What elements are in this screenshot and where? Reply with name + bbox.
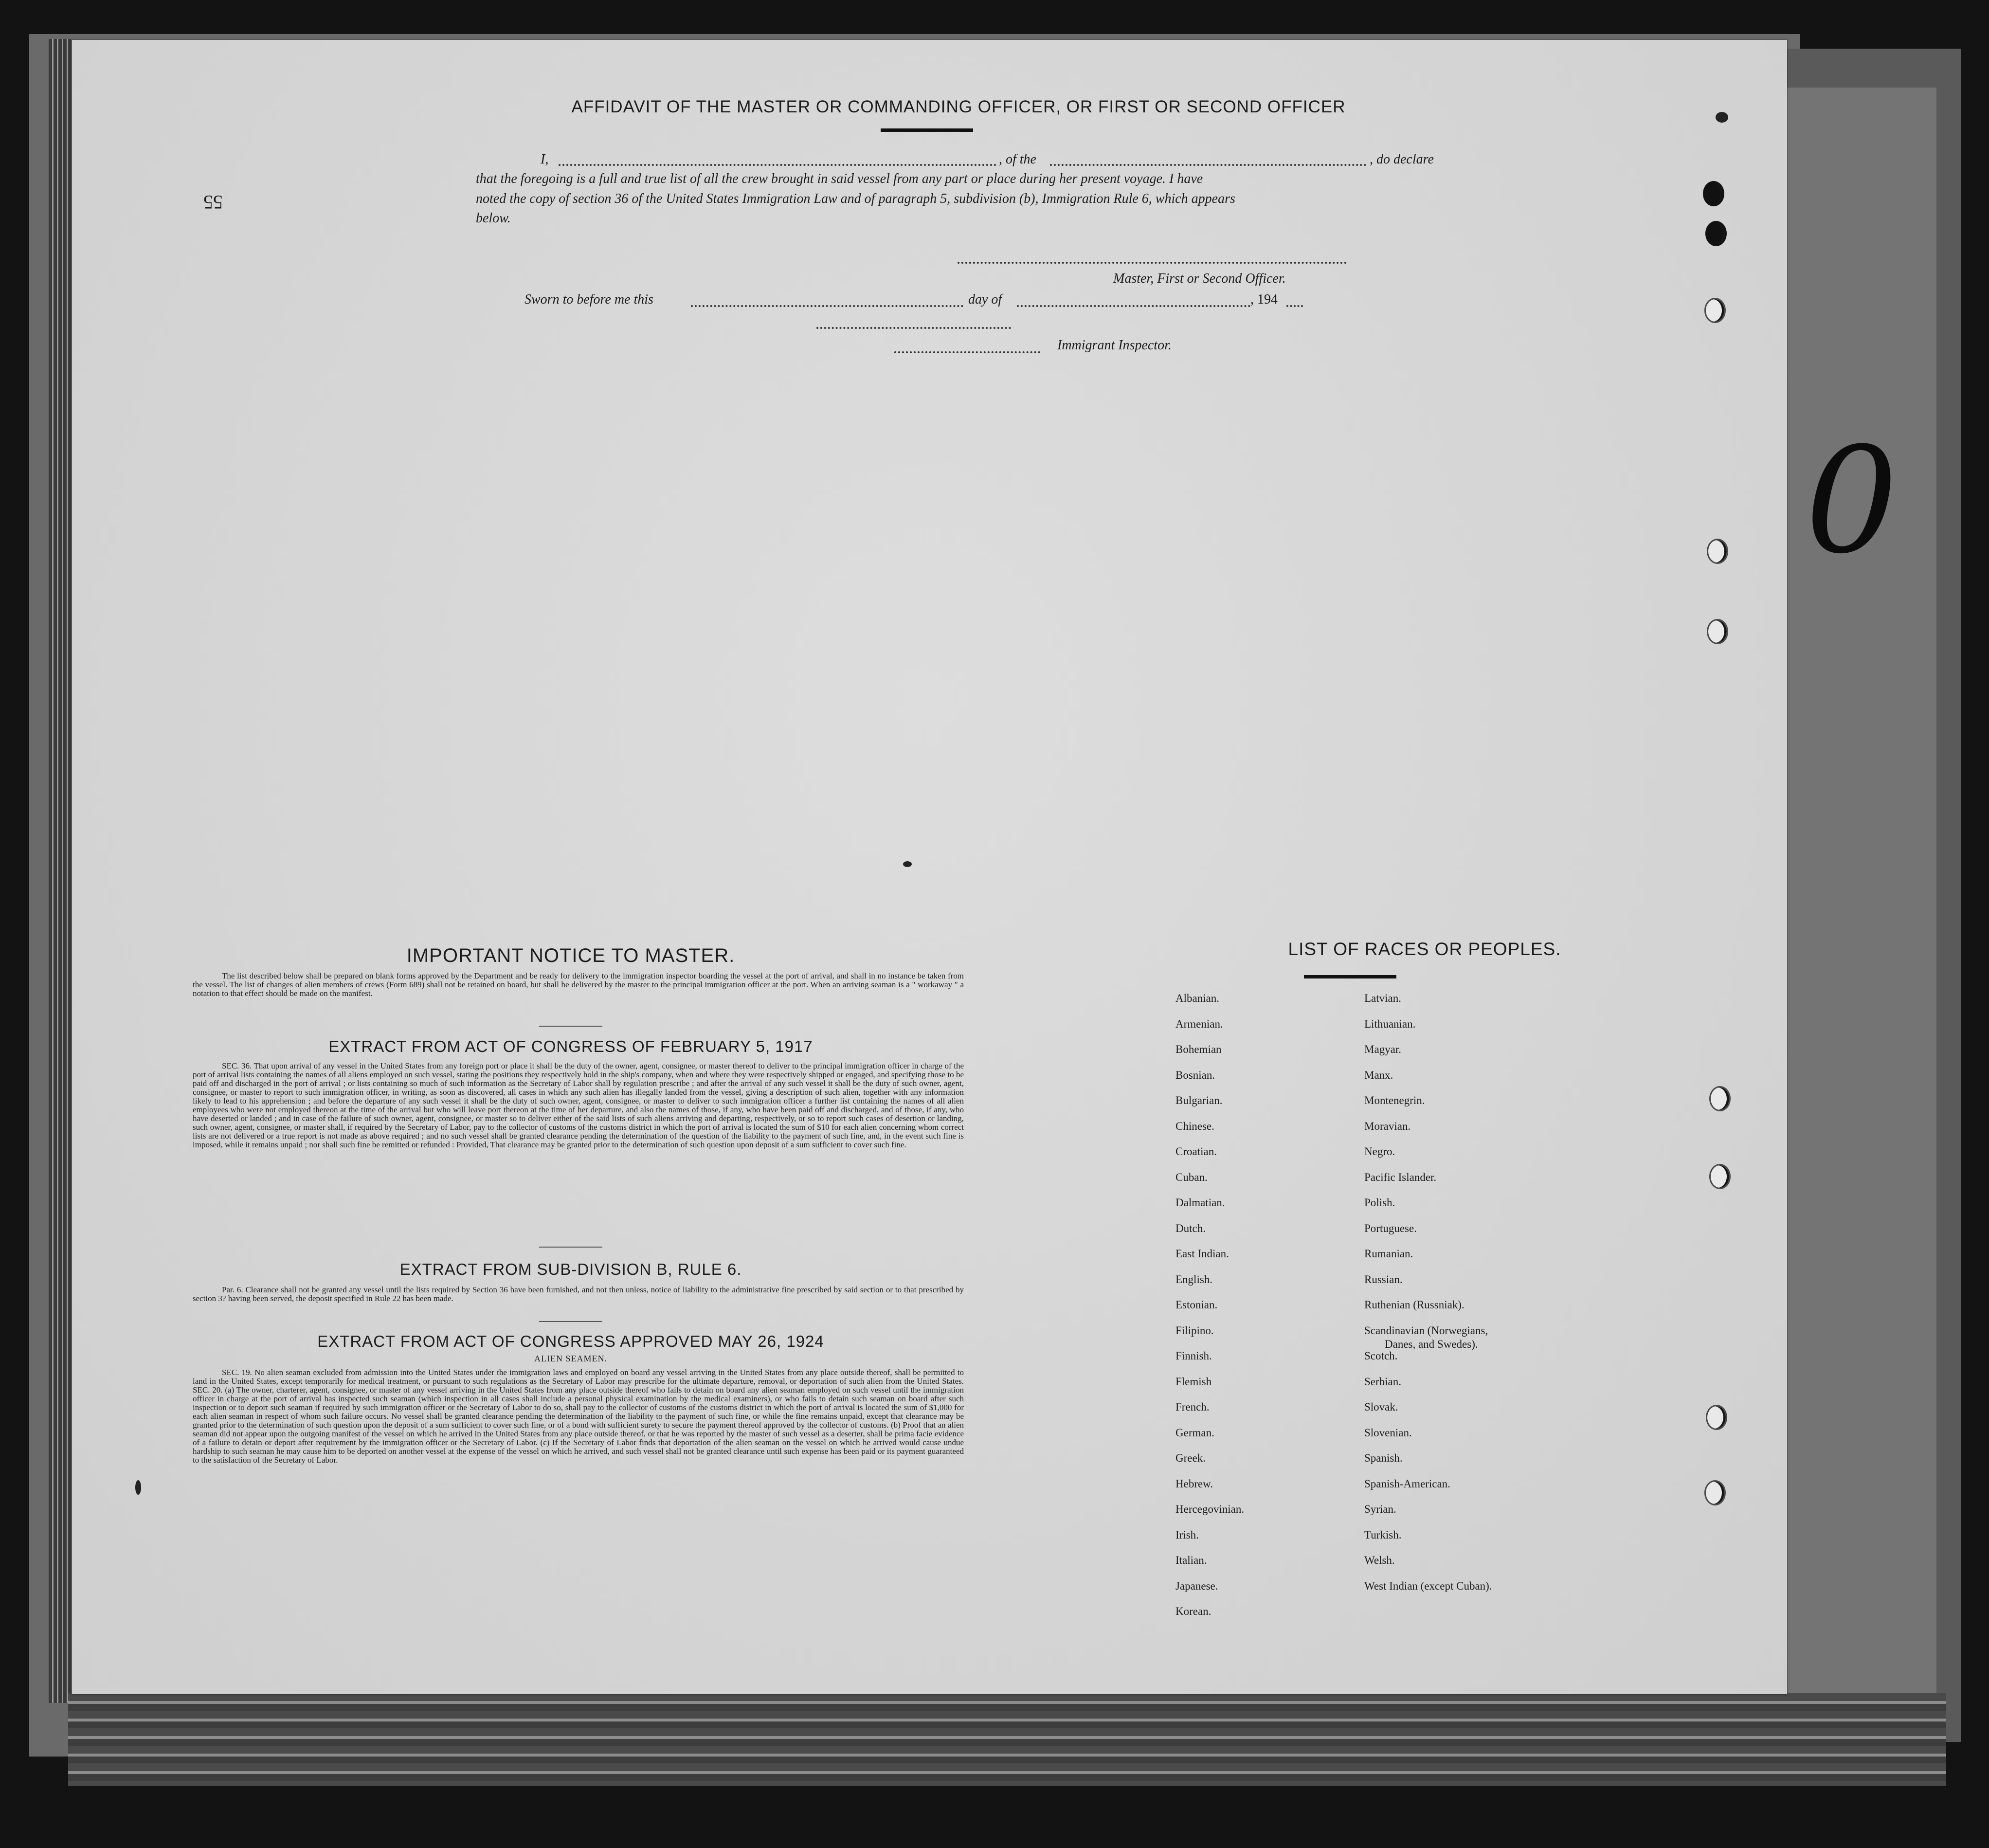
race-item-right-5: Moravian.	[1364, 1120, 1411, 1132]
races-title: LIST OF RACES OR PEOPLES.	[1288, 939, 1561, 959]
race-item-left-19: Hebrew.	[1175, 1477, 1213, 1490]
race-item-right-18: Slovenian.	[1364, 1426, 1412, 1439]
day-of-label: day of	[968, 292, 1002, 307]
ink-speck	[135, 1480, 141, 1495]
race-item-left-13: Filipino.	[1175, 1324, 1214, 1337]
race-item-left-9: Dutch.	[1175, 1222, 1206, 1234]
master-caption: Master, First or Second Officer.	[1113, 271, 1286, 286]
race-item-left-1: Armenian.	[1175, 1017, 1223, 1030]
race-item-right-16: Serbian.	[1364, 1375, 1402, 1388]
divider	[539, 1026, 602, 1027]
race-item-right-10: Rumanian.	[1364, 1248, 1413, 1260]
race-item-right-7: Pacific Islander.	[1364, 1171, 1437, 1183]
race-item-left-14: Finnish.	[1175, 1350, 1212, 1362]
sworn-label: Sworn to before me this	[524, 292, 653, 307]
race-item-right-0: Latvian.	[1364, 992, 1401, 1004]
declaration-i: I,	[541, 152, 549, 167]
race-item-left-2: Bohemian	[1175, 1043, 1222, 1055]
notice-title: IMPORTANT NOTICE TO MASTER.	[406, 945, 735, 966]
race-item-right-20: Spanish-American.	[1364, 1477, 1450, 1490]
ink-speck	[1716, 112, 1728, 123]
race-item-right-19: Spanish.	[1364, 1452, 1403, 1464]
extract-1924-title: EXTRACT FROM ACT OF CONGRESS APPROVED MAY 26, 1924	[317, 1332, 824, 1350]
declaration-of-the: , of the	[999, 152, 1036, 167]
race-item-right-6: Negro.	[1364, 1145, 1395, 1158]
race-item-right-13: Scandinavian (Norwegians,	[1364, 1324, 1488, 1337]
race-item-left-7: Cuban.	[1175, 1171, 1208, 1183]
race-item-right-24: West Indian (except Cuban).	[1364, 1579, 1492, 1592]
margin-number: 55	[203, 191, 223, 213]
race-item-left-10: East Indian.	[1175, 1248, 1229, 1260]
race-item-right-1: Lithuanian.	[1364, 1017, 1416, 1030]
vessel-blank[interactable]	[1050, 164, 1366, 166]
race-item-left-15: Flemish	[1175, 1375, 1212, 1388]
race-item-right-8: Polish.	[1364, 1196, 1395, 1209]
race-item-left-16: French.	[1175, 1401, 1210, 1413]
stacked-page-edges	[49, 39, 72, 1703]
race-item-right-14: Danes, and Swedes).	[1385, 1338, 1478, 1350]
punch-hole	[1706, 1405, 1727, 1430]
handwritten-mark: 0	[1805, 416, 1898, 586]
race-item-right-22: Turkish.	[1364, 1528, 1402, 1541]
punch-hole	[1704, 1480, 1726, 1505]
notice-text: The list described below shall be prepared on blank forms approved by the Department and be ready for delivery to the immigration inspector boarding the vessel at the port of arrival, and shall in no instance be taken from the vessel. The list of changes of alien members of crews (Form 689) shall not be retained on board, but shall be delivered by the master to the principal immigration officer at the port. When an arriving seaman is a " workaway " a notation to that effect should be made on the manifest.	[193, 971, 964, 998]
extract-1924-text: SEC. 19. No alien seaman excluded from admission into the United States under the immigration laws and employed on board any vessel arriving in the United States from any place outside thereof, shall be permitted to land in the United States, except temporarily for medical treatment, or pursuant to such regulations as the Secretary of Labor may prescribe for the ultimate departure, removal, or deportation of such alien from the United States. SEC. 20. (a) The owner, charterer, agent, consignee, or master of any vessel arriving in the United States from any place outside thereof who fails to detain on board any alien seaman employed on such vessel until the immigration officer in charge at the port of arrival has inspected such seaman (which inspection in all cases shall include a personal physical examination by the medical examiners), or who fails to detain such seaman on board after such inspection or to deport such seaman if required by such immigration officer or the Secretary of Labor to do so, shall pay to the collector of customs of the customs district in which the port of arrival is located the sum of $1,000 for each alien seaman in respect of whom such failure occurs. No vessel shall be granted clearance pending the determination of the liability to the payment of such fine, or while the fine remains unpaid, except that clearance may be granted prior to the determination of such question upon the deposit of a sum sufficient to cover such fine, or of a bond with sufficient surety to secure the payment thereof approved by the collector of customs. (b) Proof that an alien seaman did not appear upon the outgoing manifest of the vessel on which he arrived in the United States from any place outside thereof, or that he was reported by the master of such vessel as a deserter, shall be prima facie evidence of a failure to detain or deport after requirement by the immigration officer or the Secretary of Labor. (c) If the Secretary of Labor finds that deportation of the alien seaman on the vessel on which he arrived would cause undue hardship to such seaman he may cause him to be deported on another vessel at the expense of the vessel on which he arrived, and such vessel shall not be granted clearance until such expense has been paid or its payment guaranteed to the satisfaction of the Secretary of Labor.	[193, 1368, 964, 1465]
race-item-left-6: Croatian.	[1175, 1145, 1217, 1158]
punch-hole	[1707, 619, 1728, 644]
race-item-left-21: Irish.	[1175, 1528, 1199, 1541]
declaration-line-4: below.	[476, 211, 511, 226]
punch-hole	[1703, 181, 1724, 206]
race-item-left-8: Dalmatian.	[1175, 1196, 1225, 1209]
declaration-do-declare: , do declare	[1370, 152, 1434, 167]
race-item-left-0: Albanian.	[1175, 992, 1220, 1004]
race-item-right-3: Manx.	[1364, 1069, 1393, 1081]
declaration-line-2: that the foregoing is a full and true list of all the crew brought in said vessel from any part or place during her present voyage. I have	[476, 171, 1203, 186]
punch-hole	[1704, 298, 1726, 323]
inspector-line-2[interactable]	[894, 351, 1040, 353]
sworn-month-blank[interactable]	[1017, 305, 1250, 307]
race-item-left-18: Greek.	[1175, 1452, 1206, 1464]
race-item-right-23: Welsh.	[1364, 1554, 1395, 1566]
race-item-right-12: Ruthenian (Russniak).	[1364, 1299, 1465, 1311]
race-item-right-21: Syrian.	[1364, 1503, 1396, 1515]
year-label: , 194	[1250, 292, 1278, 307]
race-item-left-24: Korean.	[1175, 1605, 1211, 1617]
race-item-left-4: Bulgarian.	[1175, 1094, 1223, 1106]
divider	[539, 1321, 602, 1322]
sworn-day-blank[interactable]	[691, 305, 963, 307]
manifest-back-page	[72, 40, 1787, 1694]
race-item-right-15: Scotch.	[1364, 1350, 1398, 1362]
master-signature-line[interactable]	[958, 262, 1347, 264]
races-underline	[1304, 975, 1396, 978]
stacked-page-bottoms	[68, 1693, 1946, 1786]
rule-6-text: Par. 6. Clearance shall not be granted any vessel until the lists required by Section 36 have been furnished, and not then unless, notice of liability to the administrative fine prescribed by said section or to that prescribed by section 3? having been served, the deposit specified in Rule 22 has been made.	[193, 1285, 964, 1303]
extract-1924-subtitle: ALIEN SEAMEN.	[534, 1354, 607, 1363]
inspector-caption: Immigrant Inspector.	[1057, 338, 1172, 353]
race-item-left-23: Japanese.	[1175, 1579, 1218, 1592]
race-item-right-17: Slovak.	[1364, 1401, 1398, 1413]
punch-hole	[1707, 539, 1728, 564]
underlying-sheet-edge	[1761, 88, 1936, 1693]
extract-1917-text: SEC. 36. That upon arrival of any vessel in the United States from any foreign port or place it shall be the duty of the owner, agent, consignee, or master thereof to deliver to the principal immigration officer in charge of the port of arrival lists containing the names of all aliens employed on such vessel, stating the positions they respectively hold in the ship's company, when and where they were respectively shipped or engaged, and specifying those to be paid off and discharged in the port of arrival ; or lists containing so much of such information as the Secretary of Labor shall by regulation prescribe ; and after the arrival of any such vessel it shall be the duty of such owner, agent, consignee, or master to report to such immigration officer, in writing, as soon as discovered, all cases in which any such alien has illegally landed from the vessel, giving a description of such alien, together with any information likely to lead to his apprehension ; and before the departure of any such vessel it shall be the duty of such owner, agent, consignee, or master to deliver to such immigration officer a further list containing the names of all alien employees who were not employed thereon at the time of the arrival but who will leave port thereon at the time of her departure, and also the names of those, if any, who have been paid off and discharged, and of those, if any, who have deserted or landed ; and in case of the failure of such owner, agent, consignee, or master so to deliver either of the said lists of such aliens arriving and departing, respectively, or so to report such cases of desertion or landing, such owner, agent, consignee, or master shall, if required by the Secretary of Labor, pay to the collector of customs of the customs district in which the port of arrival is located the sum of $10 for each alien concerning whom correct lists are not delivered or a true report is not made as above required ; and no such vessel shall be granted clearance pending the determination of the question of the liability to the payment of such fine, and, in the event such fine is imposed, while it remains unpaid ; nor shall such fine be remitted or refunded : Provided, That clearance may be granted prior to the determination of such question upon deposit of a sum sufficient to cover such fine.	[193, 1061, 964, 1149]
affidavit-title: AFFIDAVIT OF THE MASTER OR COMMANDING OFFICER, OR FIRST OR SECOND OFFICER	[571, 97, 1346, 116]
race-item-right-11: Russian.	[1364, 1273, 1403, 1286]
race-item-right-9: Portuguese.	[1364, 1222, 1417, 1234]
declaration-line-3: noted the copy of section 36 of the United States Immigration Law and of paragraph 5, subdivision (b), Immigration Rule 6, which appears	[476, 191, 1235, 206]
race-item-left-17: German.	[1175, 1426, 1214, 1439]
race-item-left-22: Italian.	[1175, 1554, 1207, 1566]
punch-hole	[1709, 1086, 1731, 1111]
punch-hole	[1705, 221, 1727, 246]
year-blank[interactable]	[1286, 305, 1303, 307]
race-item-left-5: Chinese.	[1175, 1120, 1214, 1132]
punch-hole	[1709, 1164, 1731, 1189]
race-item-left-3: Bosnian.	[1175, 1069, 1215, 1081]
races-list	[1175, 992, 1662, 1673]
extract-1917-title: EXTRACT FROM ACT OF CONGRESS OF FEBRUARY 5, 1917	[328, 1037, 813, 1055]
divider	[539, 1247, 602, 1248]
race-item-right-4: Montenegrin.	[1364, 1094, 1425, 1106]
ink-speck	[903, 861, 912, 867]
race-item-left-20: Hercegovinian.	[1175, 1503, 1245, 1515]
race-item-left-11: English.	[1175, 1273, 1213, 1286]
name-blank[interactable]	[559, 164, 996, 166]
race-item-left-12: Estonian.	[1175, 1299, 1218, 1311]
title-underline	[881, 128, 973, 132]
inspector-line-1[interactable]	[816, 327, 1011, 329]
rule-6-title: EXTRACT FROM SUB-DIVISION B, RULE 6.	[399, 1260, 742, 1278]
race-item-right-2: Magyar.	[1364, 1043, 1402, 1055]
